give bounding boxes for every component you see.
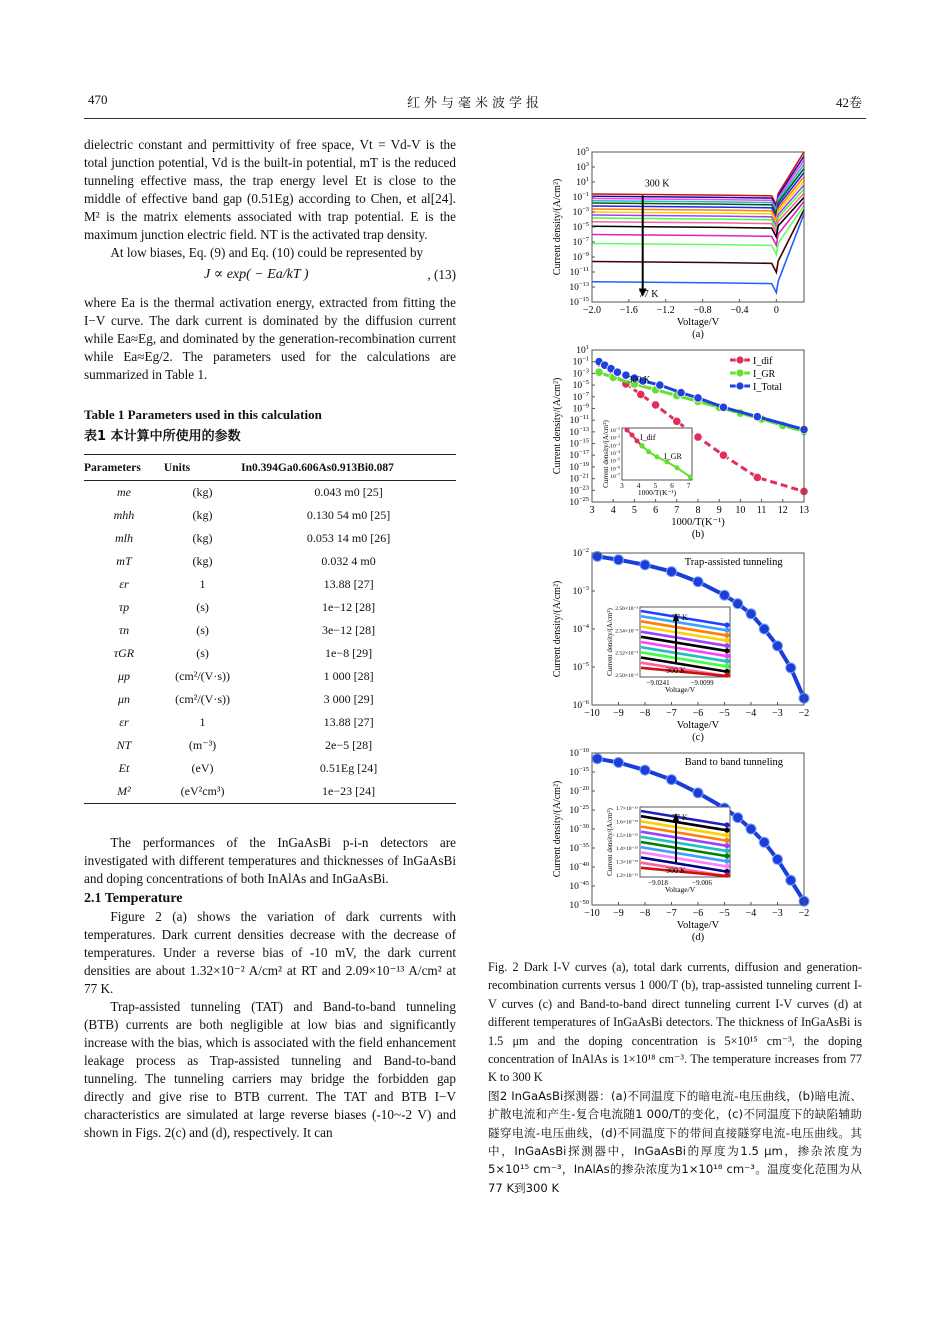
paragraph-5: Figure 2 (a) shows the variation of dark currents with temperatures. Dark current densities decrease with the decrease of temperatures. Under a reverse bias of -10 mV, the dark current densities are about 1.32×10⁻² A/cm² at RT and 2.09×10⁻¹³ A/cm² at 77 K.	[84, 909, 456, 996]
data-point	[773, 641, 783, 651]
table-row	[84, 780, 456, 804]
y-tick-label: $10^3$	[576, 161, 589, 173]
panel-label: (d)	[691, 932, 705, 943]
y-tick-label: $10^{-13}$	[569, 281, 589, 293]
data-point	[694, 433, 702, 441]
inset-y-tick: 1.7×10⁻¹⁵	[616, 806, 638, 812]
data-point	[759, 837, 769, 847]
x-tick-label: −7	[666, 708, 677, 719]
x-tick-label: 4	[610, 505, 616, 516]
param-value: 0.053 14 m0 [26]	[306, 531, 391, 545]
y-axis-label: Current density/(A/cm²)	[552, 580, 563, 678]
data-point	[786, 663, 796, 673]
section-heading: 2.1 Temperature	[84, 891, 183, 906]
param-value: 0.043 m0 [25]	[314, 485, 383, 499]
chart-panel-a	[540, 140, 810, 345]
data-point	[746, 824, 756, 834]
x-tick-label: 12	[777, 505, 788, 516]
legend-marker-icon	[736, 356, 744, 364]
y-tick-label: $10^{-21}$	[569, 472, 589, 485]
col-header-material: In0.394Ga0.606As0.913Bi0.087	[241, 455, 456, 481]
data-point	[656, 381, 664, 389]
inset-x-tick: −9.0241	[646, 679, 670, 687]
x-axis-label: Voltage/V	[676, 920, 720, 931]
data-point	[640, 765, 650, 775]
y-tick-label: $10^{-15}$	[569, 437, 589, 450]
y-tick-label: $10^{-1}$	[572, 355, 589, 368]
y-tick-label: $10^{-10}$	[569, 747, 589, 759]
y-tick-label: $10^{-9}$	[572, 251, 589, 263]
y-tick-label: $10^{-3}$	[572, 206, 589, 218]
param-unit: (kg)	[192, 531, 213, 545]
figure-caption-en: Fig. 2 Dark I-V curves (a), total dark currents, diffusion and generation-recombination currents versus 1 000/T (b), trap-assisted tunneling current I-V curves (c) and Band-to-band direct tunneling current I-V curves (d) at different temperatures of InGaAsBi detectors. The thickness of InGaAsBi is 1.5 μm and the doping concentration is 5×10¹⁵ cm⁻³, the doping concentration of InAlAs is 1×10¹⁸ cm⁻³. The temperature increases from 77 K to 300 K	[488, 960, 862, 1085]
x-tick-label: −10	[584, 708, 600, 719]
param-value: 1 000 [28]	[323, 669, 374, 683]
param-unit: 1	[199, 577, 206, 591]
param-value: 13.88 [27]	[323, 715, 374, 729]
y-tick-label: $10^{-17}$	[569, 449, 589, 462]
data-point	[614, 555, 624, 565]
data-point	[640, 560, 650, 570]
x-tick-label: −0.4	[730, 305, 749, 316]
data-point	[673, 417, 681, 425]
y-tick-label: $10^{-3}$	[572, 367, 589, 380]
page-number: 470	[88, 92, 108, 107]
param-symbol: εr	[119, 715, 129, 729]
inset-label-gr: I_GR	[664, 452, 682, 461]
paragraph-6: Trap-assisted tunneling (TAT) and Band-to-band tunneling (BTB) currents are both negligible at low bias and significantly increase with the bias, which is associated with the field enhancement leakage process as Trap-assisted tunneling and Band-to-band tunneling. The tunneling carriers may bridge the forbidden gap directly and give rise to BTB current. The TAT and BTB I−V characteristics are simulated at large reverse biases (-10~-2 V) and shown in Figs. 2(c) and (d), respectively. It can	[84, 999, 456, 1140]
parameters-table	[84, 454, 456, 804]
x-tick-label: −3	[772, 908, 783, 919]
param-value: 3e−12 [28]	[322, 623, 376, 637]
param-symbol: μp	[117, 669, 130, 683]
legend-marker-icon	[736, 382, 744, 390]
y-tick-label: $10^{-25}$	[569, 804, 589, 816]
param-unit: (cm²/(V·s))	[175, 669, 230, 683]
svg-text:10−4: $10^{-4}$	[610, 449, 620, 457]
x-tick-label: 0	[773, 305, 779, 316]
param-value: 13.88 [27]	[323, 577, 374, 591]
inset-x-tick: −9.0099	[690, 679, 714, 687]
param-value: 0.032 4 m0	[321, 554, 376, 568]
inset-y-tick: 1.3×10⁻¹⁵	[616, 859, 638, 866]
table-row	[84, 481, 456, 505]
x-tick-label: −0.8	[693, 305, 712, 316]
equation-number: , (13)	[427, 267, 456, 282]
y-tick-label: $10^{-9}$	[572, 402, 589, 415]
x-axis-label: Voltage/V	[676, 720, 720, 731]
inset-y-label: Current density/(A/cm²)	[602, 420, 610, 488]
inset-x-label: 1000/T(K⁻¹)	[637, 488, 677, 497]
x-tick-label: 9	[716, 505, 722, 516]
x-tick-label: −9	[613, 708, 624, 719]
annotation-300k: 300 K	[666, 666, 686, 675]
data-point	[733, 813, 743, 823]
col-header-parameters: Parameters	[84, 455, 164, 481]
x-tick-label: −7	[666, 908, 677, 919]
svg-text:7: 7	[686, 482, 691, 490]
inset-y-tick: 1.5×10⁻¹⁵	[616, 832, 638, 839]
data-point	[651, 401, 659, 409]
legend-label: I_dif	[753, 356, 773, 367]
x-tick-label: 6	[653, 505, 659, 516]
annotation-300k: 300 K	[628, 374, 651, 385]
data-point	[667, 775, 677, 785]
x-tick-label: −5	[719, 908, 730, 919]
inset-x-tick: −9.006	[692, 879, 712, 887]
y-tick-label: $10^{-30}$	[569, 823, 589, 835]
inset-x-label: Voltage/V	[664, 885, 696, 894]
panel-label: (a)	[692, 329, 704, 340]
param-symbol: NT	[116, 738, 132, 752]
param-symbol: τGR	[113, 646, 135, 660]
figure-caption-cn: 图2 InGaAsBi探测器：(a)不同温度下的暗电流-电压曲线，(b)暗电流、扩散电流和产生-复合电流随1 000/T的变化，(c)不同温度下的缺陷辅助隧穿电流-电压曲线，(d)不同温度下的带间直接隧穿电流-电压曲线。其中，InGaAsBi探测器中，InGaAsBi的厚度为1.5 μm，掺杂浓度为5×10¹⁵ cm⁻³，InAlAs的掺杂浓度为1×10¹⁸ cm⁻³。温度变化范围为从77 K到300 K	[488, 1088, 862, 1195]
param-value: 2e−5 [28]	[325, 738, 373, 752]
y-tick-label: $10^{-50}$	[569, 899, 589, 911]
data-point	[614, 758, 624, 768]
param-unit: (cm²/(V·s))	[175, 692, 230, 706]
y-tick-label: $10^1$	[576, 344, 589, 356]
inset-y-tick: 2.50×10⁻²	[615, 673, 638, 679]
x-tick-label: 8	[695, 505, 701, 516]
y-axis-label: Current density/(A/cm²)	[552, 377, 563, 475]
x-tick-label: −2.0	[582, 305, 602, 316]
data-point	[753, 473, 761, 481]
annotation-300k: 300 K	[644, 178, 670, 190]
param-unit: 1	[199, 715, 206, 729]
data-point	[677, 388, 685, 396]
paragraph-3: where Ea is the thermal activation energy, extracted from fitting the I−V curve. The dark current is dominated by the diffusion current while Ea≈Eg, and dominated by the generation-recombination current while Ea≈Eg/2. The parameters used for the calculations are summarized in Table 1.	[84, 295, 456, 382]
param-symbol: Et	[118, 761, 130, 775]
y-tick-label: $10^{-25}$	[569, 496, 589, 508]
running-header	[84, 92, 866, 112]
y-tick-label: $10^{-35}$	[569, 842, 589, 854]
x-tick-label: −6	[692, 708, 704, 719]
svg-text:5: 5	[653, 482, 658, 490]
col-header-units: Units	[164, 455, 241, 481]
svg-text:3: 3	[620, 482, 624, 490]
data-point	[693, 577, 703, 587]
param-value: 1e−23 [24]	[241, 780, 456, 804]
param-value: 1e−12 [28]	[322, 600, 376, 614]
param-symbol: me	[116, 485, 131, 499]
table-row	[84, 642, 456, 665]
inset-y-label: Current density/(A/cm²)	[606, 608, 614, 676]
volume-label: 42卷	[835, 95, 862, 110]
y-tick-label: $10^{-19}$	[569, 460, 589, 473]
y-tick-label: $10^5$	[576, 146, 589, 158]
y-tick-label: $10^{-23}$	[569, 484, 589, 497]
chart-title: Trap-assisted tunneling	[684, 557, 783, 568]
data-point	[759, 624, 769, 634]
y-tick-label: $10^{-4}$	[572, 623, 589, 635]
y-tick-label: $10^{-11}$	[569, 414, 589, 427]
table-row	[84, 757, 456, 780]
x-tick-label: −1.6	[619, 305, 638, 316]
equation-body: J ∝ exp( − Ea/kT )	[204, 267, 309, 282]
x-tick-label: 7	[674, 505, 680, 516]
x-axis-label: 1000/T(K⁻¹)	[671, 517, 725, 528]
y-tick-label: $10^{-6}$	[572, 699, 589, 711]
data-point	[773, 854, 783, 864]
x-tick-label: 13	[799, 505, 809, 516]
x-axis-label: Voltage/V	[676, 317, 720, 328]
table-row	[84, 711, 456, 734]
y-tick-label: $10^{-5}$	[572, 379, 589, 392]
chart-panel-c	[540, 545, 810, 750]
table-row	[84, 596, 456, 619]
inset-y-tick: 1.4×10⁻¹⁵	[616, 846, 638, 853]
param-symbol: εr	[119, 577, 129, 591]
param-unit: (m⁻³)	[188, 738, 217, 752]
x-tick-label: −6	[692, 908, 704, 919]
y-tick-label: $10^{-5}$	[572, 661, 589, 673]
svg-text:4: 4	[636, 482, 641, 490]
data-point	[786, 875, 796, 885]
table-row	[84, 504, 456, 527]
annotation-300k: 300 K	[666, 866, 686, 875]
y-tick-label: $10^{-5}$	[572, 221, 589, 233]
param-symbol: μn	[117, 692, 130, 706]
y-axis-label: Current density/(A/cm²)	[552, 780, 563, 878]
table-row	[84, 665, 456, 688]
figure-caption	[488, 958, 862, 1197]
param-symbol: τn	[118, 623, 130, 637]
table-row	[84, 573, 456, 596]
paragraph-1: dielectric constant and permittivity of free space, Vt = Vd-V is the total junction potential, Vd is the built-in potential, mT is the reduced tunneling effective mass, the trap energy level Et is close to the middle of effective band gap (0.51Eg) according to Chen, et al[24]. M² is the matrix elements associated with trap potential. E is the maximum junction electric field. NT is the activated trap density.	[84, 137, 456, 242]
param-symbol: τp	[118, 600, 130, 614]
y-tick-label: $10^{-45}$	[569, 880, 589, 892]
inset-x-tick: −9.018	[648, 879, 668, 887]
y-tick-label: $10^1$	[576, 176, 589, 188]
data-point	[733, 599, 743, 609]
annotation-77k: 77 K	[672, 813, 688, 822]
inset-y-tick: 1.6×10⁻¹⁵	[616, 819, 638, 826]
param-unit: (eV)	[191, 761, 214, 775]
y-tick-label: $10^{-15}$	[569, 766, 589, 778]
y-tick-label: $10^{-40}$	[569, 861, 589, 873]
data-point	[592, 754, 602, 764]
legend-marker-icon	[736, 369, 744, 377]
param-unit: (kg)	[192, 485, 213, 499]
data-point	[637, 390, 645, 398]
x-tick-label: 3	[589, 505, 595, 516]
inset-y-tick: 2.54×10⁻²	[615, 628, 638, 635]
param-symbol: M²	[84, 780, 164, 804]
journal-title: 红外与毫米波学报	[406, 95, 543, 110]
table-row	[84, 688, 456, 711]
data-point	[753, 412, 761, 420]
param-value: 0.130 54 m0 [25]	[306, 508, 391, 522]
param-symbol: mT	[116, 554, 132, 568]
param-unit: (s)	[196, 623, 209, 637]
data-point	[719, 451, 727, 459]
paragraph-2: At low biases, Eq. (9) and Eq. (10) could be represented by	[110, 245, 424, 260]
y-tick-label: $10^{-20}$	[569, 785, 589, 797]
param-symbol: mlh	[114, 531, 133, 545]
x-tick-label: 10	[735, 505, 746, 516]
x-tick-label: −1.2	[656, 305, 675, 316]
inset-y-tick: 2.52×10⁻²	[615, 650, 638, 657]
data-point	[693, 788, 703, 798]
table-caption-en: Table 1 Parameters used in this calculation	[84, 407, 322, 422]
param-symbol: mhh	[113, 508, 135, 522]
inset-y-label: Current density/(A/cm²)	[606, 808, 614, 876]
y-tick-label: $10^{-3}$	[572, 585, 589, 597]
table-row	[84, 619, 456, 642]
x-tick-label: 5	[631, 505, 637, 516]
y-tick-label: $10^{-7}$	[572, 390, 589, 403]
param-value: 0.51Eg [24]	[319, 761, 378, 775]
param-unit: (kg)	[192, 554, 213, 568]
y-tick-label: $10^{-1}$	[572, 191, 589, 203]
x-tick-label: −10	[584, 908, 600, 919]
data-point	[613, 368, 621, 376]
svg-text:6: 6	[670, 482, 674, 490]
x-tick-label: 11	[756, 505, 767, 516]
inset-y-tick: 2.56×10⁻²	[615, 606, 638, 612]
param-unit: (s)	[196, 646, 209, 660]
x-tick-label: −2	[798, 708, 810, 719]
param-unit: (eV²cm³)	[164, 780, 241, 804]
svg-text:10−1: $10^{-1}$	[610, 426, 620, 434]
equation-13	[84, 264, 456, 290]
chart-title: Band to band tunneling	[684, 757, 784, 768]
y-tick-label: $10^{-7}$	[572, 236, 589, 248]
legend-label: I_Total	[753, 382, 782, 393]
param-unit: (kg)	[192, 508, 213, 522]
table-row	[84, 550, 456, 573]
param-value: 3 000 [29]	[323, 692, 374, 706]
panel-label: (c)	[692, 732, 704, 743]
data-point	[667, 567, 677, 577]
svg-text:10−7: $10^{-7}$	[610, 472, 620, 480]
annotation-77k: 77 K	[638, 288, 659, 300]
svg-text:10−3: $10^{-3}$	[610, 441, 620, 450]
panel-label: (b)	[691, 529, 705, 540]
y-tick-label: $10^{-2}$	[572, 547, 589, 559]
y-tick-label: $10^{-11}$	[569, 266, 589, 278]
data-point	[694, 394, 702, 402]
x-tick-label: −8	[639, 708, 651, 719]
chart-panel-b	[540, 340, 810, 545]
svg-text:10−5: $10^{-5}$	[610, 456, 620, 465]
inset-label-dif: I_dif	[640, 433, 656, 442]
x-tick-label: −4	[745, 908, 757, 919]
left-column	[84, 136, 456, 1142]
data-point	[719, 403, 727, 411]
y-axis-label: Current density/(A/cm²)	[552, 178, 563, 276]
inset-y-tick: 1.2×10⁻¹⁵	[616, 873, 638, 879]
table-row	[84, 734, 456, 757]
svg-text:10−6: $10^{-6}$	[610, 464, 620, 473]
inset-x-label: Voltage/V	[664, 685, 696, 694]
data-point	[595, 368, 603, 376]
table-caption-cn: 表1 本计算中所使用的参数	[84, 429, 241, 444]
header-rule	[84, 118, 866, 119]
x-tick-label: −2	[798, 908, 810, 919]
x-tick-label: −5	[719, 708, 730, 719]
annotation-77k: 77 K	[672, 613, 688, 622]
x-tick-label: −4	[745, 708, 757, 719]
chart-panel-d	[540, 745, 810, 955]
param-unit: (s)	[196, 600, 209, 614]
data-point	[746, 609, 756, 619]
x-tick-label: −8	[639, 908, 651, 919]
y-tick-label: $10^{-15}$	[569, 296, 589, 308]
legend-label: I_GR	[753, 369, 776, 380]
x-tick-label: −9	[613, 908, 624, 919]
paragraph-4: The performances of the InGaAsBi p-i-n detectors are investigated with different temperatures and thicknesses of InGaAsBi and doping concentrations of both InAlAs and InGaAsBi.	[84, 835, 456, 886]
param-value: 1e−8 [29]	[325, 646, 373, 660]
svg-text:10−2: $10^{-2}$	[610, 433, 620, 442]
data-point	[720, 590, 730, 600]
x-tick-label: −3	[772, 708, 783, 719]
y-tick-label: $10^{-13}$	[569, 425, 589, 438]
table-row	[84, 527, 456, 550]
